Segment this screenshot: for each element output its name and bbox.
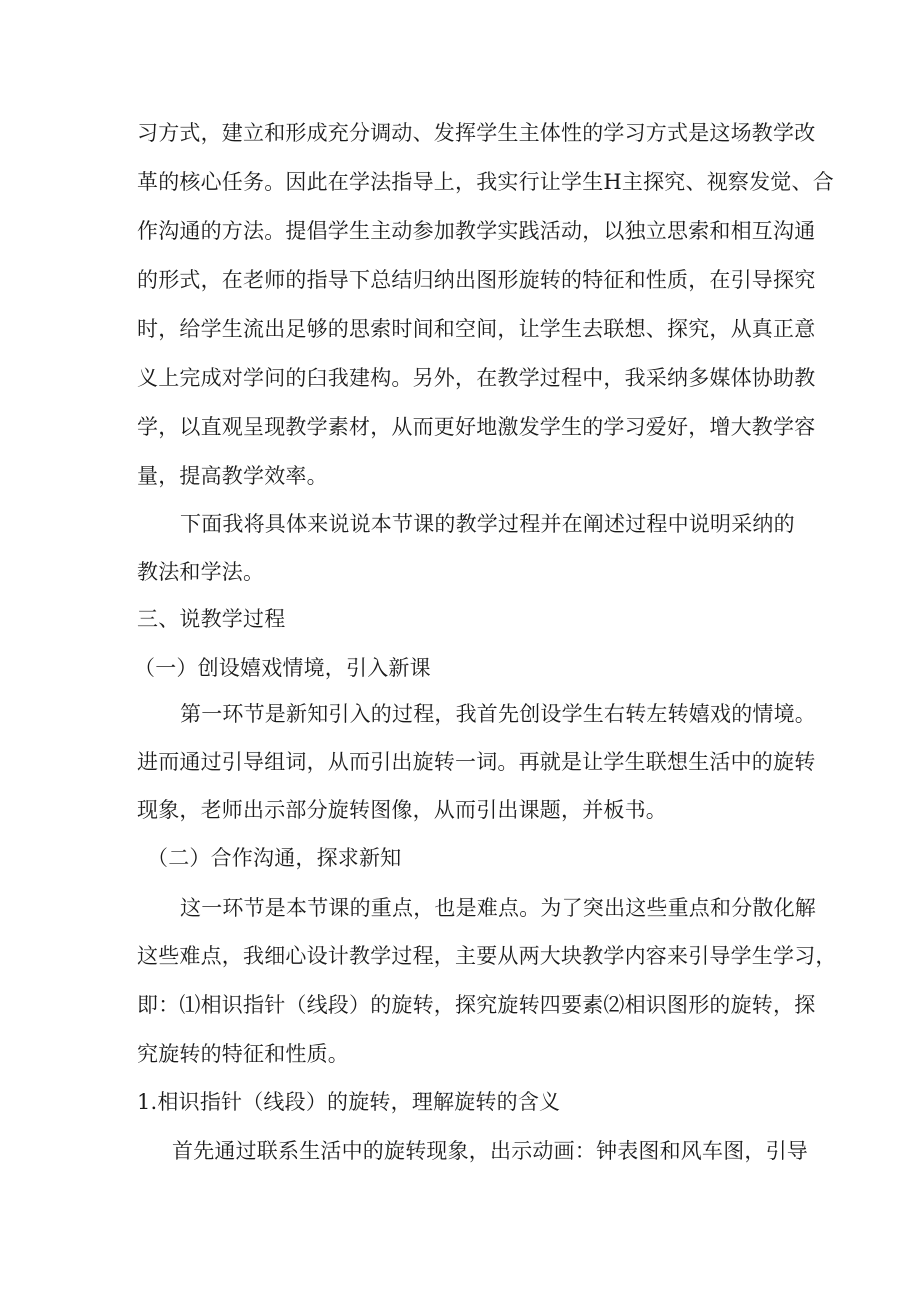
paragraph-line: 革的核心任务。因此在学法指导上，我实行让学生H主探究、视察发觉、合 bbox=[137, 170, 834, 194]
numbered-heading: 1.相识指针（线段）的旋转，理解旋转的含义 bbox=[137, 1090, 561, 1114]
paragraph-line: 作沟通的方法。提倡学生主动参加教学实践活动，以独立思索和相互沟通 bbox=[137, 219, 816, 243]
paragraph-line: 即：⑴相识指针（线段）的旋转，探究旋转四要素⑵相识图形的旋转，探 bbox=[137, 993, 816, 1017]
section-heading: 三、说教学过程 bbox=[137, 607, 286, 631]
paragraph-line: 究旋转的特征和性质。 bbox=[137, 1042, 349, 1066]
paragraph-line: 首先通过联系生活中的旋转现象，出示动画：钟表图和风车图，引导 bbox=[172, 1139, 808, 1163]
paragraph-line: 下面我将具体来说说本节课的教学过程并在阐述过程中说明采纳的 bbox=[180, 512, 795, 536]
paragraph-line: 第一环节是新知引入的过程，我首先创设学生右转左转嬉戏的情境。 bbox=[180, 702, 816, 726]
paragraph-line: 习方式，建立和形成充分调动、发挥学生主体性的学习方式是这场教学改 bbox=[137, 121, 816, 145]
paragraph-line: 现象，老师出示部分旋转图像，从而引出课题，并板书。 bbox=[137, 798, 667, 822]
paragraph-line: 量，提高教学效率。 bbox=[137, 464, 328, 488]
paragraph-line: 的形式，在老师的指导下总结归纳出图形旋转的特征和性质，在引导探究 bbox=[137, 268, 816, 292]
paragraph-line: 进而通过引导组词，从而引出旋转一词。再就是让学生联想生活中的旋转 bbox=[137, 750, 816, 774]
paragraph-line: 教法和学法。 bbox=[137, 560, 265, 584]
paragraph-line: 这些难点，我细心设计教学过程，主要从两大块教学内容来引导学生学习， bbox=[137, 944, 837, 968]
paragraph-line: 学，以直观呈现教学素材，从而更好地激发学生的学习爱好，增大教学容 bbox=[137, 415, 816, 439]
paragraph-line: 义上完成对学问的臼我建构。另外，在教学过程中，我采纳多媒体协助教 bbox=[137, 366, 816, 390]
paragraph-line: 时，给学生流出足够的思索时间和空间，让学生去联想、探究，从真正意 bbox=[137, 317, 816, 341]
paragraph-line: 这一环节是本节课的重点，也是难点。为了突出这些重点和分散化解 bbox=[180, 896, 816, 920]
subsection-heading: （一）创设嬉戏情境，引入新课 bbox=[134, 656, 431, 680]
subsection-heading: （二）合作沟通，探求新知 bbox=[147, 846, 402, 870]
